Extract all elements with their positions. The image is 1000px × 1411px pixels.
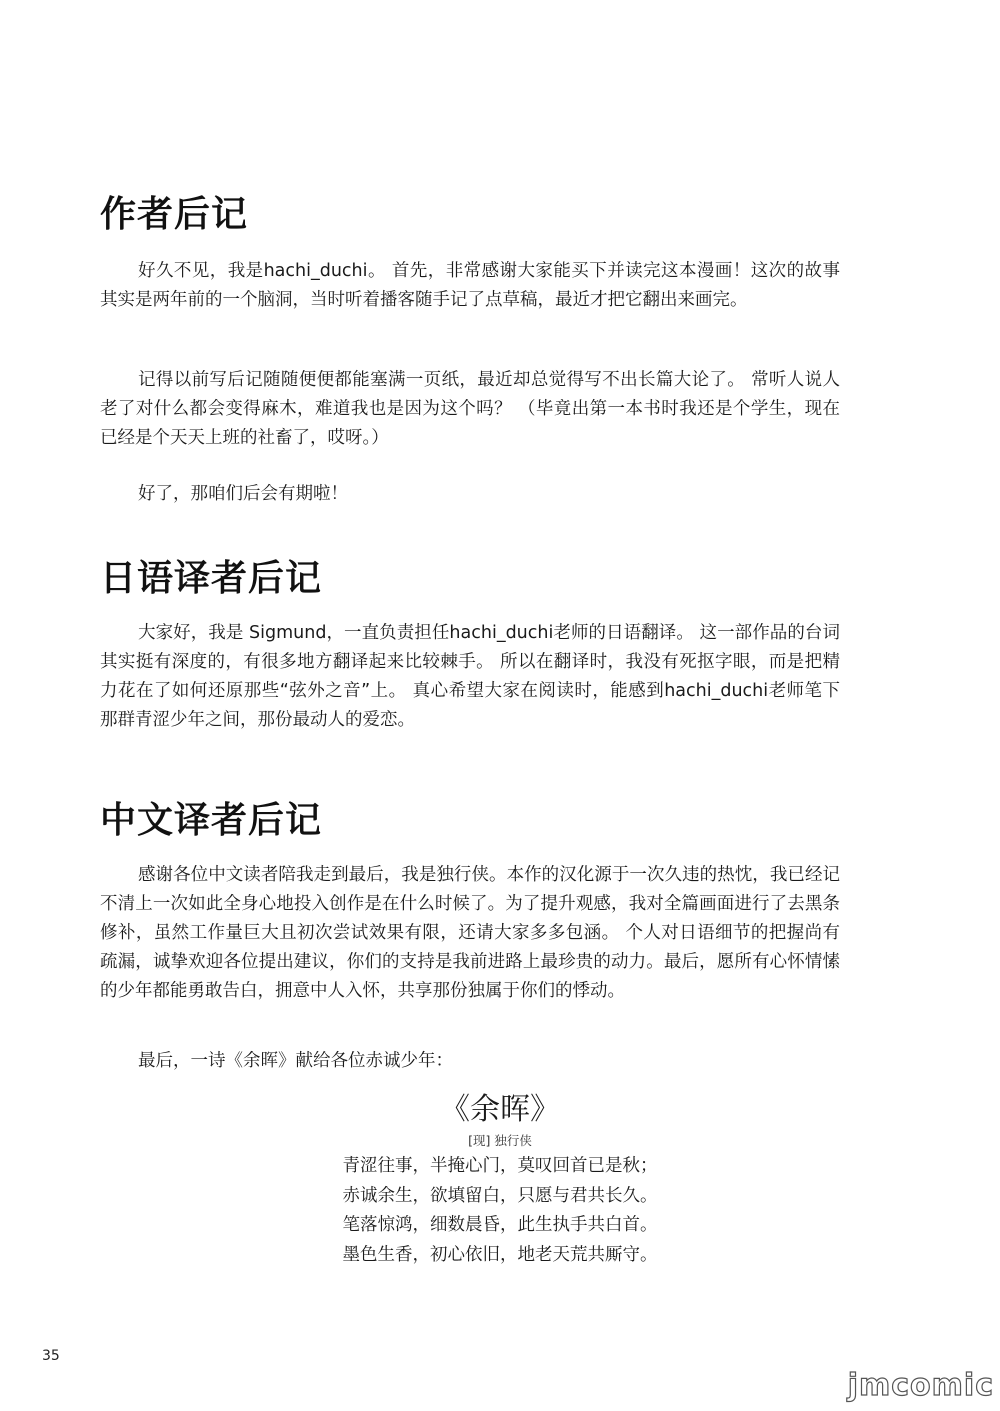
author-afterword-paragraph-3: 好了，那咱们后会有期啦！: [138, 484, 348, 504]
poem-line: 笔落惊鸿，细数晨昏，此生执手共白首。: [342, 1215, 658, 1235]
japanese-translator-afterword-paragraph: 大家好，我是 Sigmund，一直负责担任hachi_duchi老师的日语翻译。 这一部作品的台词其实挺有深度的，有很多地方翻译起来比较棘手。 所以在翻译时，我没有死抠字眼，而是把精力花在了如何还原那些“弦外之音”上。 真心希望大家在阅读时，能感到hachi_duchi老师笔下那群青涩少年之间，那份最动人的爱恋。: [100, 623, 840, 730]
poem: [230, 1090, 770, 1270]
author-afterword-paragraph-1: 好久不见，我是hachi_duchi。 首先，非常感谢大家能买下并读完这本漫画！这次的故事其实是两年前的一个脑洞，当时听着播客随手记了点草稿，最近才把它翻出来画完。: [100, 261, 840, 310]
poem-author: [现] 独行侠: [468, 1133, 532, 1148]
page-number: 35: [42, 1348, 60, 1364]
poem-line: 墨色生香，初心依旧，地老天荒共厮守。: [342, 1244, 658, 1265]
poem-line: 赤诚余生，欲填留白，只愿与君共长久。: [342, 1185, 658, 1206]
poem-line: 青涩往事，半掩心门，莫叹回首已是秋；: [342, 1156, 658, 1176]
watermark-logo: jmcomic: [847, 1368, 994, 1403]
chinese-translator-afterword-paragraph-1: 感谢各位中文读者陪我走到最后，我是独行侠。本作的汉化源于一次久违的热忱，我已经记不清上一次如此全身心地投入创作是在什么时候了。为了提升观感，我对全篇画面进行了去黑条修补，虽然工作量巨大且初次尝试效果有限，还请大家多多包涵。 个人对日语细节的把握尚有疏漏，诚挚欢迎各位提出建议，你们的支持是我前进路上最珍贵的动力。最后，愿所有心怀情愫的少年都能勇敢告白，拥意中人入怀，共享那份独属于你们的悸动。: [100, 865, 840, 1001]
poem-title: 《余晖》: [440, 1092, 560, 1127]
author-afterword-paragraph-2: 记得以前写后记随随便便都能塞满一页纸，最近却总觉得写不出长篇大论了。 常听人说人老了对什么都会变得麻木，难道我也是因为这个吗？ （毕竟出第一本书时我还是个学生，现在已经是个天天上班的社畜了，哎呀。）: [100, 370, 840, 448]
chinese-translator-afterword-paragraph-2: 最后，一诗《余晖》献给各位赤诚少年：: [138, 1051, 453, 1071]
japanese-translator-afterword-title: 日语译者后记: [100, 558, 323, 599]
chinese-translator-afterword-title: 中文译者后记: [100, 800, 323, 841]
author-afterword-title: 作者后记: [100, 194, 249, 235]
